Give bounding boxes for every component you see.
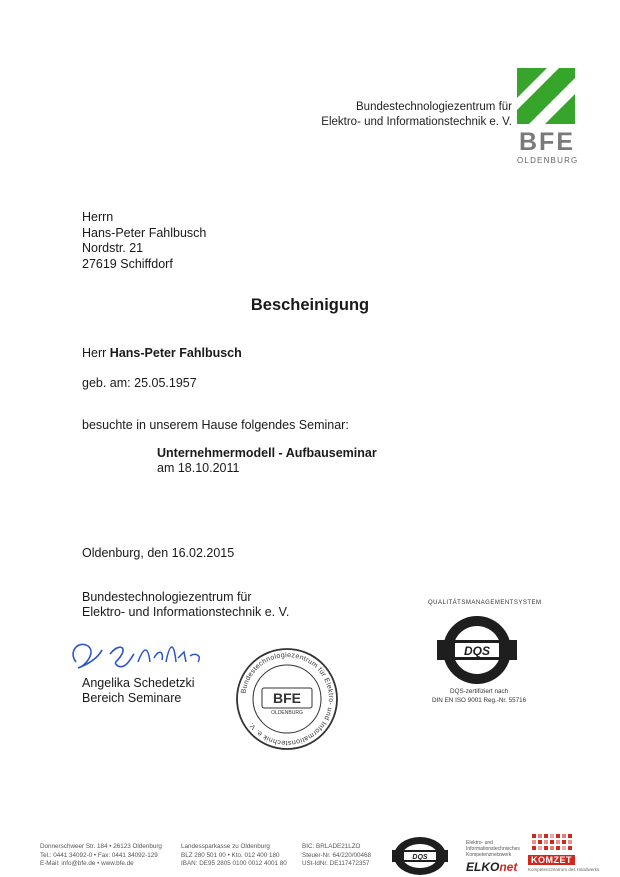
komzet-grid-icon [530,832,580,854]
komzet-subtitle: Kompetenzzentrum des Handwerks [528,867,600,872]
bfe-logo-icon [517,68,575,124]
svg-text:OLDENBURG: OLDENBURG [271,710,303,716]
footer-bank-2: BLZ 280 501 00 • Kto. 012 400 180 [181,851,280,859]
recipient-city: 27619 Schiffdorf [82,256,173,271]
person-name: Hans-Peter Fahlbusch [109,346,242,360]
footer-address-1: Donnerschweer Str. 184 • 26123 Oldenburg [40,843,162,850]
svg-text:DQS: DQS [412,854,428,861]
recipient-salutation: Herrn [82,210,114,224]
footer-tax-2: Steuer-Nr. 64/220/00468 [302,851,371,859]
recipient-street: Nordstr. 21 [82,241,144,255]
footer-address-3: E-Mail: info@bfe.de • www.bfe.de [40,860,134,867]
org-line-2: Elektro- und Informationstechnik e. V. [321,116,512,128]
signature-org [82,590,289,620]
footer-bank-1: Landessparkasse zu Oldenburg [181,843,270,850]
logo-wordmark [519,128,575,157]
logo-text: BFE [519,128,575,156]
komzet-label: KOMZET [528,855,575,865]
org-line-1: Bundestechnologiezentrum für [356,101,512,113]
footer-bank [181,843,287,869]
qms-label: QUALITÄTSMANAGEMENTSYSTEM [428,600,542,606]
signer-info [82,676,195,705]
seminar-title: Unternehmermodell - Aufbauseminar [157,446,377,460]
qms-cert-line-1: DQS-zertifiziert nach [450,688,509,695]
recipient-name: Hans-Peter Fahlbusch [82,225,207,240]
footer-tax-3: USt-IdNr. DE117472357 [302,860,370,867]
signature-org-line-1: Bundestechnologiezentrum für [82,590,252,604]
signer-name: Angelika Schedetzki [82,676,195,690]
elko-subtitle: Elektro- und Informationstechnisches Kompetenznetzwerk [466,840,520,858]
dqs-footer-icon [392,834,448,876]
footer-bank-3: IBAN: DE95 2805 0100 0012 4001 80 [181,860,287,867]
elko-brand: ELKO [466,860,500,874]
svg-text:BFE: BFE [273,690,301,706]
honorific: Herr [82,346,107,360]
birth-date: geb. am: 25.05.1957 [82,376,197,390]
footer-address [40,843,162,869]
svg-text:DQS: DQS [463,644,491,658]
logo-city: OLDENBURG [517,156,579,165]
handwritten-signature [66,632,216,678]
document-title: Bescheinigung [250,296,370,314]
place-date: Oldenburg, den 16.02.2015 [82,546,235,560]
signature-org-line-2: Elektro- und Informationstechnik e. V. [82,605,290,619]
signer-role: Bereich Seminare [82,690,182,705]
elko-net: net [499,860,518,874]
elko-logo [466,860,517,874]
seminar-block [157,446,377,476]
qms-certification [432,688,526,705]
footer-tax-1: BIC: BRLADE21LZO [302,843,361,850]
svg-text:Bundestechnologiezentrum für E: Bundestechnologiezentrum für Elektro- und Informationstechnik e. V. [240,651,335,747]
org-header [321,100,512,130]
dqs-certification-icon [437,614,517,686]
qms-cert-line-2: DIN EN ISO 9001 Reg.-Nr. 55716 [432,696,527,704]
person-line [82,346,242,360]
footer-address-2: Tel.: 0441 34092-0 • Fax: 0441 34092-129 [40,851,158,859]
official-stamp [232,644,342,754]
attended-text: besuchte in unserem Hause folgendes Seminar: [82,418,349,432]
seminar-date: am 18.10.2011 [157,461,240,475]
recipient-address [82,210,206,272]
footer-tax [302,843,371,869]
